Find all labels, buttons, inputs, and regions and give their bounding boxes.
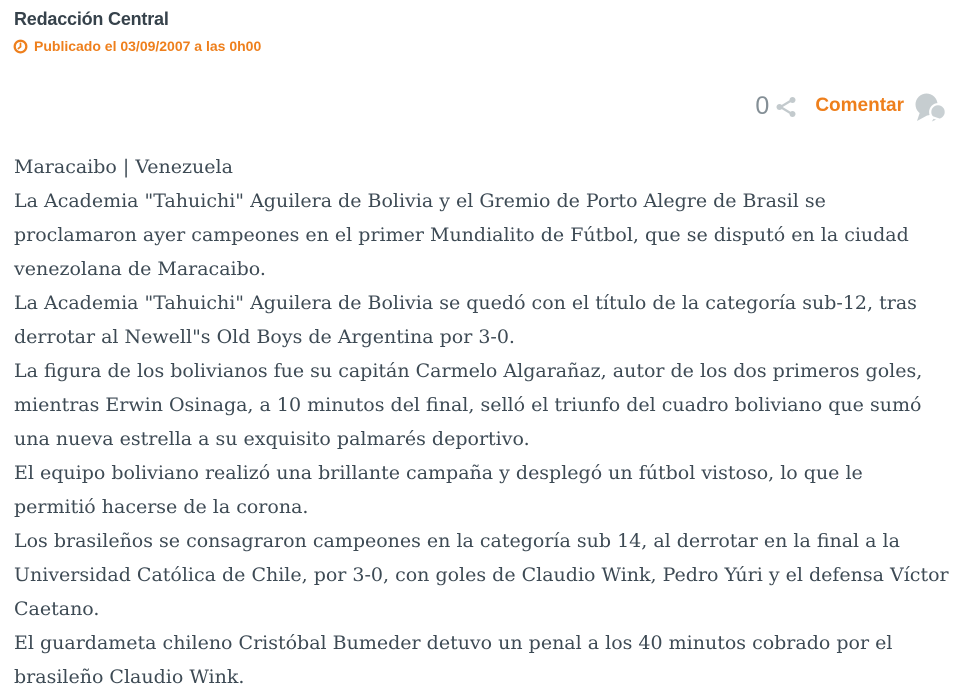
author-byline: Redacción Central bbox=[14, 9, 169, 29]
article-line: mientras Erwin Osinaga, a 10 minutos del final, selló el triunfo del cuadro boliviano que sumó bbox=[14, 394, 922, 416]
article-line: derrotar al Newell"s Old Boys de Argentina por 3-0. bbox=[14, 326, 515, 348]
comment-bubbles-icon[interactable] bbox=[913, 92, 948, 125]
article-line: La Academia "Tahuichi" Aguilera de Bolivia se quedó con el título de la categoría sub-12, tras bbox=[14, 292, 917, 314]
article-line: una nueva estrella a su exquisito palmarés deportivo. bbox=[14, 428, 530, 450]
article-body bbox=[14, 150, 960, 694]
publish-meta bbox=[13, 38, 261, 54]
article-line: Caetano. bbox=[14, 598, 100, 620]
article-line: El equipo boliviano realizó una brillante campaña y desplegó un fútbol vistoso, lo que le bbox=[14, 462, 863, 484]
publish-date-label: Publicado el 03/09/2007 a las 0h00 bbox=[34, 38, 262, 54]
article-line: permitió hacerse de la corona. bbox=[14, 496, 309, 518]
article-line: Los brasileños se consagraron campeones en la categoría sub 14, al derrotar en la final a la bbox=[14, 530, 900, 552]
clock-icon bbox=[13, 39, 28, 54]
article-line: La Academia "Tahuichi" Aguilera de Bolivia y el Gremio de Porto Alegre de Brasil se bbox=[14, 190, 826, 212]
share-count: 0 bbox=[755, 91, 770, 120]
article-line: Universidad Católica de Chile, por 3-0, con goles de Claudio Wink, Pedro Yúri y el defensa Víctor bbox=[14, 564, 949, 586]
article-line: brasileño Claudio Wink. bbox=[14, 666, 245, 688]
comment-button[interactable]: Comentar bbox=[815, 95, 904, 116]
article-actions bbox=[755, 88, 948, 124]
article-line: venezolana de Maracaibo. bbox=[14, 258, 266, 280]
share-icon[interactable] bbox=[774, 94, 798, 119]
article-line: proclamaron ayer campeones en el primer Mundialito de Fútbol, que se disputó en la ciudad bbox=[14, 224, 909, 246]
article-line: Maracaibo | Venezuela bbox=[14, 156, 233, 178]
article-line: El guardameta chileno Cristóbal Bumeder detuvo un penal a los 40 minutos cobrado por el bbox=[14, 632, 893, 654]
article-line: La figura de los bolivianos fue su capitán Carmelo Algarañaz, autor de los dos primeros goles, bbox=[14, 360, 923, 382]
